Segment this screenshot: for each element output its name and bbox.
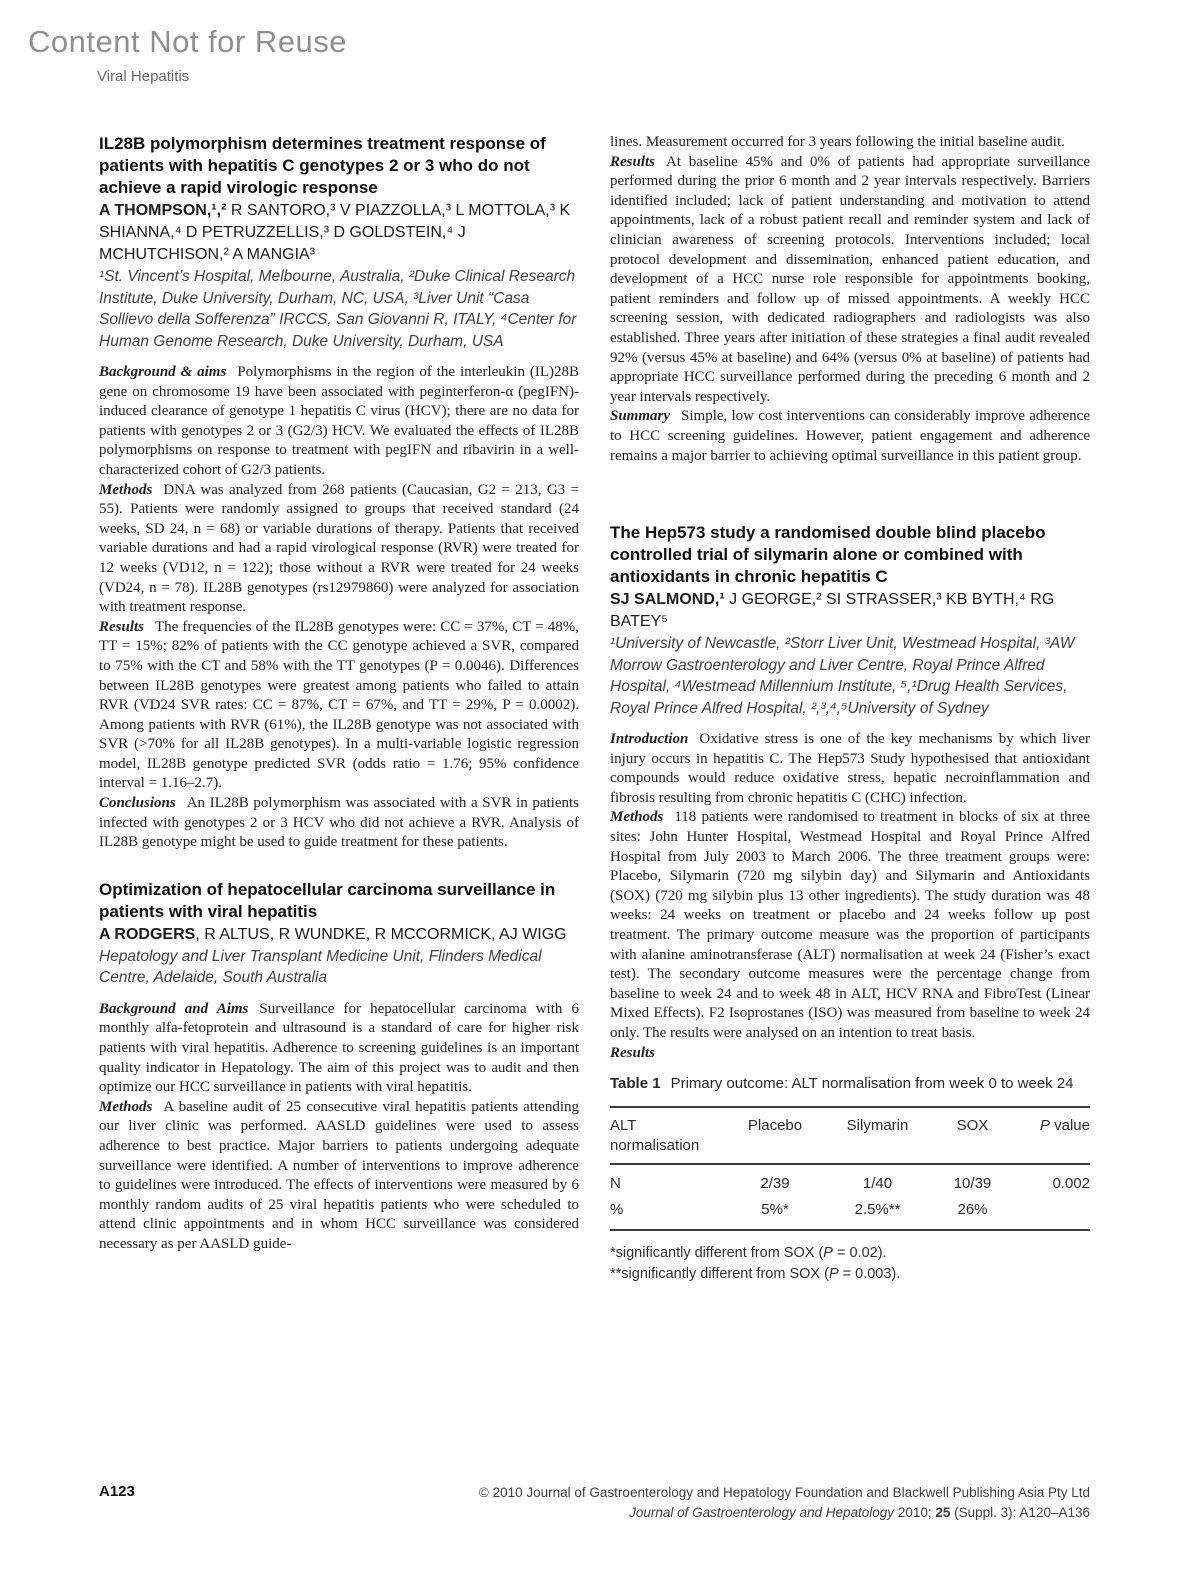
abstract-il28b	[99, 133, 579, 853]
paragraph-text: An IL28B polymorphism was associated with a SVR in patients infected with genotypes 2 or 3 HCV who did not achieve a RVR. Analysis of IL28B genotype might be used to guide treatment for these patients.	[99, 795, 579, 851]
paragraph-label: Introduction	[610, 731, 689, 748]
table1-cell-n-label: N	[610, 1175, 621, 1193]
paragraph-label: Methods	[610, 809, 664, 826]
reuse-watermark: Content Not for Reuse	[28, 24, 347, 59]
paragraph-text: A baseline audit of 25 consecutive viral hepatitis patients attending our liver clinic was performed. AASLD guidelines were used to assess adherence to best practice. Major barriers to patients undergoing adequate surveillance were identified. A number of interventions to improve adherence to guidelines were introduced. The effects of interventions were measured by 6 monthly random audits of 25 viral hepatitis patients who were scheduled to attend clinic appointments and in whom HCC surveillance was considered necessary as per AASLD guide-	[99, 1098, 579, 1252]
table1-block	[610, 1073, 1090, 1285]
paragraph-text: Polymorphisms in the region of the interleukin (IL)28B gene on chromosome 19 have been associated with peginterferon-α (pegIFN)-induced clearance of genotype 1 hepatitis C virus (HCV); there are no data for patients with genotypes 2 or 3 (G2/3) HCV. We evaluated the effects of IL28B polymorphisms on response to treatment with pegIFN and ribavirin in a well-characterized cohort of G2/3 patients.	[99, 364, 579, 478]
table1-cell-n-placebo: 2/39	[760, 1175, 790, 1193]
abstract-body	[610, 730, 1090, 1063]
table1-header-sox: SOX	[930, 1107, 1015, 1164]
section-label: Viral Hepatitis	[97, 68, 190, 85]
abstract-title: Optimization of hepatocellular carcinoma surveillance in patients with viral hepatitis	[99, 879, 556, 921]
copyright-line: © 2010 Journal of Gastroenterology and Hepatology Foundation and Blackwell Publishing Asia Pty Ltd	[478, 1485, 1090, 1500]
p-symbol: P	[823, 1245, 833, 1262]
table1-caption	[610, 1073, 1090, 1094]
table1-footnote-1	[610, 1243, 1090, 1264]
abstract-hep573	[610, 522, 1090, 1063]
paragraph-label: Background and Aims	[99, 1000, 249, 1017]
abstract-paragraph	[99, 1098, 579, 1255]
author-lead: SJ SALMOND,¹	[610, 591, 725, 609]
left-column	[99, 133, 579, 1285]
paragraph-text: At baseline 45% and 0% of patients had appropriate surveillance performed during the prior 6 month and 2 year intervals respectively. Barriers identified included; lack of patient understanding and motivation to attend appointments, lack of a robust patient recall and reminder system and lack of clinician awareness of screening protocols. Interventions included; local protocol development and dissemination, enhanced patient education, and development of a HCC nurse role responsible for appointments booking, patient reminders and follow up of missed appointments. A weekly HCC screening session, with dedicated radiographers and radiologists was also established. Three years after initiation of these strategies a final audit revealed 92% (versus 45% at baseline) and 64% (versus 0% at baseline) of patients had appropriate HCC surveillance performed during the preceding 6 month and 2 year intervals respectively.	[610, 153, 1090, 405]
author-lead: A RODGERS	[99, 925, 196, 943]
abstract-authors	[610, 589, 1090, 633]
table1-cell-pct-label: %	[610, 1197, 725, 1230]
paragraph-label: Results	[610, 1044, 656, 1061]
author-lead: A THOMPSON,¹,²	[99, 202, 227, 219]
abstract-title: The Hep573 study a randomised double blind placebo controlled trial of silymarin alone or combined with antioxidants in chronic hepatitis C	[610, 523, 1046, 587]
paragraph-text: The frequencies of the IL28B genotypes were: CC = 37%, CT = 48%, TT = 15%; 82% of patients with the CC genotype achieved a SVR, compared to 75% with the CT and 58% with the TT genotypes (P = 0.0046). Differences between IL28B genotypes were greatest among patients who failed to attain RVR (VD24 SVR rates: CC = 87%, CT = 67%, and TT = 29%, P = 0.0002). Among patients with RVR (61%), the IL28B genotype was not associated with SVR (>70% for all IL28B genotypes). In a multi-variable logistic regression model, IL28B genotype predicted SVR (odds ratio = 1.76; 95% confidence interval = 1.16–2.7).	[99, 618, 579, 792]
table1-cell-pct-sox: 26%	[930, 1197, 1015, 1230]
table1-header-placebo: Placebo	[725, 1107, 825, 1164]
abstract-paragraph	[99, 1000, 579, 1098]
two-column-layout	[99, 133, 1090, 1285]
table-caption-text: Primary outcome: ALT normalisation from week 0 to week 24	[670, 1075, 1074, 1093]
paragraph-label: Conclusions	[99, 795, 176, 812]
author-list: , R ALTUS, R WUNDKE, R MCCORMICK, AJ WIGG	[195, 925, 567, 943]
paragraph-label: Background & aims	[99, 364, 227, 380]
table1-cell-pct-pvalue	[1015, 1197, 1090, 1230]
table1-header-alt: ALT normalisation	[610, 1107, 725, 1164]
abstract-paragraph	[99, 618, 579, 794]
citation-year: 2010;	[894, 1505, 936, 1520]
paragraph-text: Simple, low cost interventions can considerably improve adherence to HCC screening guidelines. However, patient engagement and adherence remains a major barrier to achieving optimal surveillance in this patient group.	[610, 408, 1090, 464]
p-symbol: P	[828, 1266, 839, 1283]
p-symbol: P	[1039, 1117, 1050, 1135]
paragraph-label: Methods	[99, 481, 153, 498]
journal-citation	[479, 1503, 1090, 1523]
abstract-body	[99, 363, 579, 853]
author-list: R SANTORO,³ V PIAZZOLLA,³ L MOTTOLA,³ K SHIANNA,⁴ D PETRUZZELLIS,³ D GOLDSTEIN,⁴ J MCHUTCHISON,² A MANGIA³	[99, 202, 571, 263]
paragraph-text: 118 patients were randomised to treatment in blocks of six at three sites: John Hunter Hospital, Westmead Hospital and Royal Prince Alfred Hospital from July 2003 to March 2006. The three treatment groups were: Placebo, Silymarin (720 mg silybin day) and Silymarin and Antioxidants (SOX) (720 mg silybin plus 13 other ingredients). The study duration was 48 weeks: 24 weeks on treatment or placebo and 24 weeks follow up post treatment. The primary outcome measure was the proportion of participants with alanine aminotransferase (ALT) normalisation at week 24 (Fisher’s exact test). The secondary outcome measures were the percentage change from baseline to week 24 and to week 48 in ALT, HCV RNA and FibroTest (Linear Mixed Effects). F2 Isoprostanes (ISO) was measured from baseline to week 24 only. The results were analysed on an intention to treat basis.	[610, 809, 1090, 1041]
abstract-paragraph	[610, 407, 1090, 466]
paragraph-label: Summary	[610, 408, 671, 425]
table1-body	[610, 1164, 1090, 1230]
page-footer	[99, 1483, 1090, 1523]
table1-footnote-2	[610, 1264, 1090, 1285]
table1-cell-n-sox: 10/39	[953, 1175, 992, 1193]
author-list: J GEORGE,² SI STRASSER,³ KB BYTH,⁴ RG BATEY⁵	[610, 591, 1055, 631]
abstract-authors	[99, 924, 579, 946]
abstract-paragraph	[610, 133, 1090, 153]
paragraph-text: Surveillance for hepatocellular carcinoma with 6 monthly alfa-fetoprotein and ultrasound is a standard of care for higher risk patients with viral hepatitis. Adherence to screening guidelines is an important quality indicator in Hepatology. The aim of this project was to audit and then optimize our HCC surveillance in patients with viral hepatitis.	[99, 1000, 580, 1096]
abstract-paragraph	[99, 794, 579, 853]
paragraph-label: Methods	[99, 1098, 153, 1115]
abstract-affiliations: ¹University of Newcastle, ²Storr Liver Unit, Westmead Hospital, ³AW Morrow Gastroenterology and Liver Centre, Royal Prince Alfred Hospital, ⁴Westmead Millennium Institute, ⁵,¹Drug Health Services, Royal Prince Alfred Hospital, ²,³,⁴,⁵University of Sydney	[610, 635, 1075, 717]
abstract-paragraph	[610, 730, 1090, 808]
abstract-paragraph	[99, 363, 579, 481]
table-row	[610, 1164, 1090, 1197]
paragraph-label: Results	[610, 153, 656, 170]
table1-header-pvalue	[1015, 1107, 1090, 1164]
paragraph-text: Oxidative stress is one of the key mechanisms by which liver injury occurs in hepatitis C. The Hep573 Study hypothesised that antioxidant compounds would reduce oxidative stress, hepatic necroinflammation and fibrosis resulting from chronic hepatitis C (CHC) infection.	[610, 731, 1090, 806]
abstract-paragraph	[610, 808, 1090, 1043]
footnote-text: **significantly different from SOX (	[610, 1266, 829, 1283]
footnote-text: *significantly different from SOX (	[610, 1245, 824, 1262]
abstract-results-label	[610, 1044, 1090, 1064]
paragraph-text: lines. Measurement occurred for 3 years following the initial baseline audit.	[610, 134, 1065, 150]
table1-cell-n-silymarin: 1/40	[862, 1175, 893, 1193]
page-number: A123	[99, 1483, 135, 1500]
citation-volume: 25	[935, 1505, 951, 1520]
table1-header	[610, 1107, 1090, 1164]
table1	[610, 1106, 1090, 1231]
table-caption-label: Table 1	[610, 1075, 661, 1093]
footnote-text: = 0.003).	[838, 1266, 901, 1283]
abstract-body	[99, 1000, 579, 1255]
abstract-hcc-surveillance	[99, 879, 579, 1255]
table-row	[610, 1197, 1090, 1230]
abstract-hcc-continuation	[610, 133, 1090, 466]
paragraph-label: Results	[99, 618, 145, 635]
abstract-paragraph	[99, 481, 579, 618]
abstract-affiliations: ¹St. Vincent’s Hospital, Melbourne, Australia, ²Duke Clinical Research Institute, Duke University, Durham, NC, USA, ³Liver Unit “Casa Sollievo della Sofferenza” IRCCS, San Giovanni R, ITALY, ⁴Center for Human Genome Research, Duke University, Durham, USA	[99, 268, 577, 350]
p-value-label: value	[1049, 1117, 1090, 1135]
abstract-title: IL28B polymorphism determines treatment response of patients with hepatitis C genotypes 2 or 3 who do not achieve a rapid virologic response	[99, 134, 546, 197]
abstract-affiliations: Hepatology and Liver Transplant Medicine Unit, Flinders Medical Centre, Adelaide, South Australia	[99, 947, 542, 987]
journal-name: Journal of Gastroenterology and Hepatology	[629, 1505, 895, 1520]
abstract-paragraph	[610, 153, 1090, 408]
table1-header-silymarin: Silymarin	[825, 1107, 930, 1164]
citation-pages: (Suppl. 3): A120–A136	[950, 1505, 1090, 1520]
table1-cell-n-pvalue: 0.002	[1052, 1175, 1090, 1193]
abstract-authors	[99, 200, 579, 266]
copyright-block	[479, 1483, 1090, 1523]
right-column	[610, 133, 1090, 1285]
paragraph-text: DNA was analyzed from 268 patients (Caucasian, G2 = 213, G3 = 55). Patients were randomly assigned to groups that received standard (24 weeks, SD 24, n = 68) or variable durations of therapy. Patients that received variable durations and had a rapid virological response (RVR) were treated for 12 weeks (VD12, n = 122); those without a RVR were treated for 24 weeks (VD24, n = 78). IL28B genotypes (rs12979860) were analyzed for association with treatment response.	[99, 481, 579, 616]
footnote-text: = 0.02).	[832, 1245, 887, 1262]
table1-cell-pct-placebo: 5%*	[725, 1197, 825, 1230]
table1-cell-pct-silymarin: 2.5%**	[825, 1197, 930, 1230]
